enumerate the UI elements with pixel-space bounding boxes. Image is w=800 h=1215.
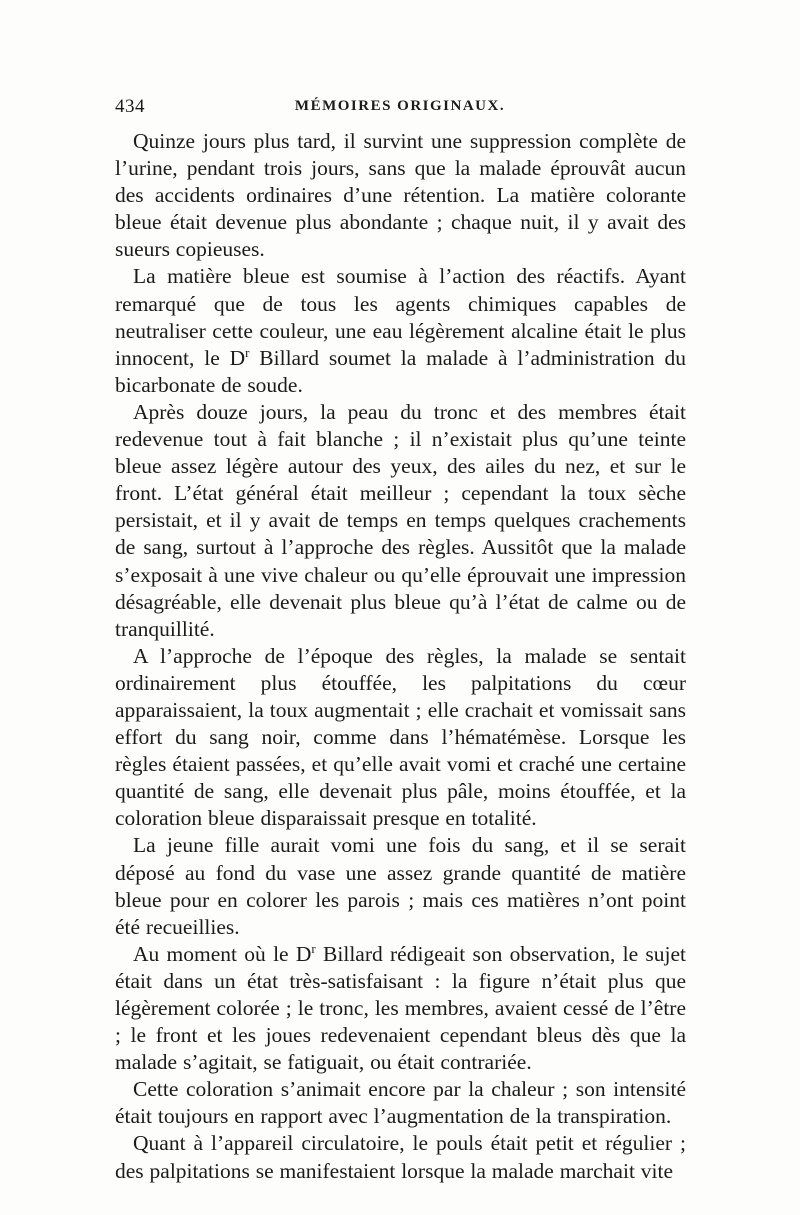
paragraph: Quant à l’appareil circulatoire, le pouls était petit et régulier ; des palpitations se manifestaient lorsque la malade marchait vite [115,1131,686,1183]
doctor-abbreviation: $D^r$ [295,940,316,966]
paragraph [115,941,686,1076]
doctor-abbreviation: $D^r$ [229,344,250,370]
paragraph [115,263,686,398]
paragraph-text: La matière bleue est soumise à l’action des réactifs. Ayant remarqué que de tous les agents chimiques capables de neutraliser cette couleur, une eau légèrement alcaline était le plus innocent, le [115,264,686,370]
running-title: MÉMOIRES ORIGINAUX. [294,98,506,114]
paragraph-text: Billard rédigeait son observation, le sujet était dans un état très-satisfaisant : la figure n’était plus que légèrement colorée ; le tronc, les membres, avaient cessé de l’être ; le front et les joues redevenaient cependant bleus dès que la malade s’agitait, se fatiguait, ou était contrariée. [115,941,687,1075]
paragraph: A l’approche de l’époque des règles, la malade se sentait ordinairement plus étouffée, les palpitations du cœur apparaissaient, la toux augmentait ; elle crachait et vomissait sans effort du sang noir, comme dans l’hématémèse. Lorsque les règles étaient passées, et qu’elle avait vomi et craché une certaine quantité de sang, elle devenait plus pâle, moins étouffée, et la coloration bleue disparaissait presque en totalité. [115,643,686,831]
paragraph-text: Billard soumet la malade à l’administration du bicarbonate de soude. [115,345,686,397]
paragraph-text: Au moment où le [133,941,289,966]
paragraph: Cette coloration s’animait encore par la chaleur ; son intensité était toujours en rapport avec l’augmentation de la transpiration. [115,1077,686,1129]
paragraph: La jeune fille aurait vomi une fois du sang, et il se serait déposé au fond du vase une assez grande quantité de matière bleue pour en colorer les parois ; mais ces matières n’ont point été recueillies. [115,833,686,939]
body-text [115,128,686,1185]
paragraph: Après douze jours, la peau du tronc et des membres était redevenue tout à fait blanche ; il n’existait plus qu’une teinte bleue assez légère autour des yeux, des ailes du nez, et sur le front. L’état général était meilleur ; cependant la toux sèche persistait, et il y avait de temps en temps quelques crachements de sang, surtout à l’approche des règles. Aussitôt que la malade s’exposait à une vive chaleur ou qu’elle éprouvait une impression désagréable, elle devenait plus bleue qu’à l’état de calme ou de tranquillité. [115,399,686,641]
page-number: 434 [115,96,145,117]
paragraph: Quinze jours plus tard, il survint une suppression complète de l’urine, pendant trois jours, sans que la malade éprouvât aucun des accidents ordinaires d’une rétention. La matière colorante bleue était devenue plus abondante ; chaque nuit, il y avait des sueurs copieuses. [115,129,686,262]
page-header [115,96,685,120]
